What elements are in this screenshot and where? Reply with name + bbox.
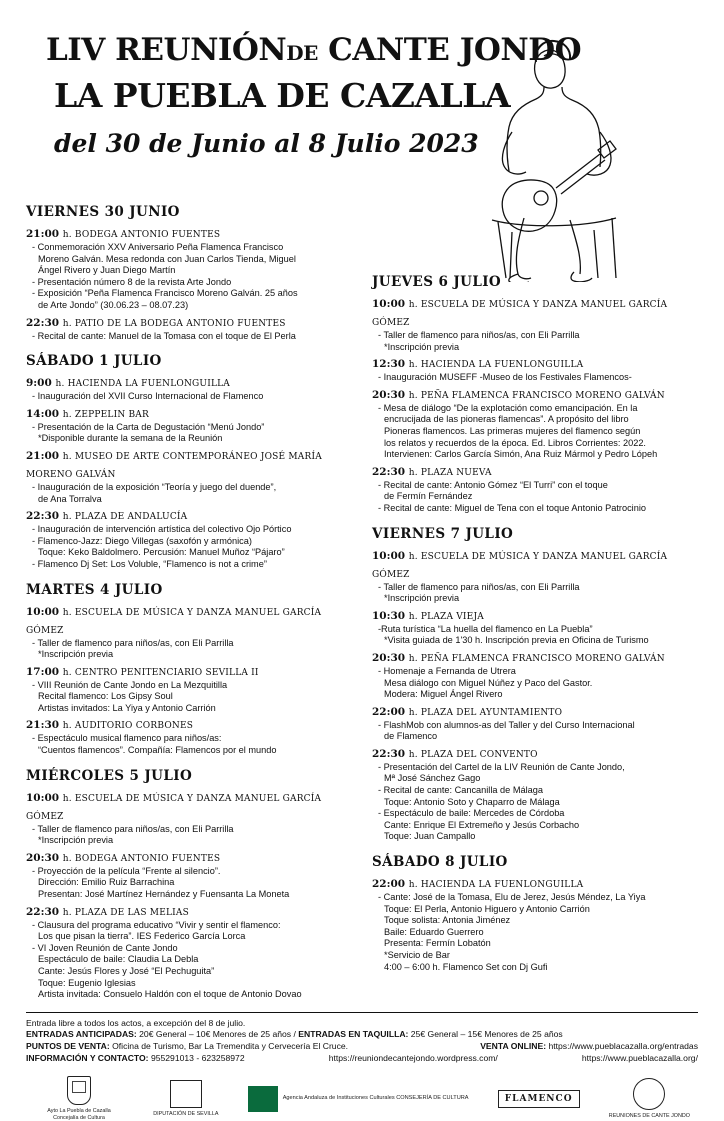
day-heading: VIERNES 7 JULIO [372, 525, 514, 542]
slot-header [26, 506, 346, 524]
slot-line: Dirección: Emilio Ruiz Barrachina [38, 877, 175, 888]
slot-header [372, 648, 692, 666]
slot-line: - Presentación de la Carta de Degustación “Menú Jondo” [32, 421, 265, 432]
slot-line: - Proyección de la película “Frente al silencio”. [32, 865, 221, 876]
slot-line: - Exposición “Peña Flamenca Francisco Moreno Galván. 25 años [32, 288, 298, 299]
schedule-slot [26, 446, 346, 505]
slot-line: - Taller de flamenco para niños/as, con Eli Parrilla [32, 637, 234, 648]
slot-line: Espectáculo de baile: Claudia La Debla [38, 954, 199, 965]
schedule-left-column [26, 204, 346, 1002]
slot-header [26, 404, 346, 422]
slot-time: 22:00 [372, 878, 409, 891]
slot-line: encrucijada de las pioneras flamencas”. A propósito del libro [384, 414, 629, 425]
slot-header [372, 744, 692, 762]
slot-header [372, 874, 692, 892]
slot-header [372, 385, 692, 403]
slot-line: de Arte Jondo” (30.06.23 – 08.07.23) [38, 299, 189, 310]
slot-time: 22:00 [372, 705, 409, 718]
slot-line: Intervienen: Carlos García Simón, Ana Ruiz Mármol y Pedro Lópeh [384, 449, 658, 460]
slot-time: 21:30 [26, 719, 63, 732]
slot-time: 10:30 [372, 609, 409, 622]
slot-time: 22:30 [372, 465, 409, 478]
slot-line: *Inscripción previa [384, 593, 460, 604]
slot-line: “Cuentos flamencos”. Compañía: Flamencos por el mundo [38, 745, 277, 756]
contact-label: INFORMACIÓN Y CONTACTO: [26, 1052, 149, 1063]
guitarist-illustration [452, 32, 662, 282]
slot-venue: h. ZEPPELIN BAR [62, 409, 149, 420]
schedule-slot [372, 874, 692, 973]
schedule-slot [372, 462, 692, 515]
schedule-right-column [372, 204, 692, 1002]
slot-line: los relatos y recuerdos de la época. Ed. Libros Corrientes: 2022. [384, 437, 646, 448]
slot-venue: h. HACIENDA LA FUENLONGUILLA [408, 880, 584, 891]
slot-time: 21:00 [26, 449, 63, 462]
schedule-slot [372, 606, 692, 647]
slot-line: - Flamenco-Jazz: Diego Villegas (saxofón y armónica) [32, 535, 252, 546]
slot-venue: h. PLAZA VIEJA [408, 611, 484, 622]
slot-time: 21:00 [26, 228, 63, 240]
slot-header [26, 662, 346, 680]
flamenco-wordmark-icon: FLAMENCO [498, 1090, 580, 1108]
schedule-slot [26, 848, 346, 901]
slot-line: - Homenaje a Fernanda de Utrera [378, 665, 516, 676]
logo-strip [26, 1076, 698, 1121]
slot-line: Baile: Eduardo Guerrero [384, 926, 484, 937]
slot-line: - Clausura del programa educativo “Vivir y sentir el flamenco: [32, 919, 281, 930]
slot-time: 14:00 [26, 407, 63, 420]
slot-venue: h. ESCUELA DE MÚSICA Y DANZA MANUEL GARCÍA GÓMEZ [372, 551, 668, 580]
slot-venue: h. ESCUELA DE MÚSICA Y DANZA MANUEL GARCÍA GÓMEZ [26, 607, 322, 636]
slot-venue: h. BODEGA ANTONIO FUENTES [62, 230, 221, 240]
slot-line: Mesa diálogo con Miguel Núñez y Paco del Gastor. [384, 677, 593, 688]
slot-venue: h. HACIENDA LA FUENLONGUILLA [55, 379, 231, 390]
slot-header [26, 602, 346, 638]
slot-header [26, 313, 346, 331]
slot-line: Los que pisan la tierra”. IES Federico García Lorca [38, 931, 246, 942]
slot-line: Cante: Enrique El Extremeño y Jesús Corbacho [384, 819, 580, 830]
slot-line: Artistas invitados: La Yiya y Antonio Carrión [38, 702, 216, 713]
slot-time: 12:30 [372, 358, 409, 371]
slot-line: *Servicio de Bar [384, 950, 450, 960]
sale-points-label: PUNTOS DE VENTA: [26, 1040, 110, 1051]
advance-tickets-label: ENTRADAS ANTICIPADAS: [26, 1029, 137, 1040]
free-entry-note: Entrada libre a todos los actos, a excepción del 8 de julio. [26, 1017, 246, 1028]
slot-venue: h. ESCUELA DE MÚSICA Y DANZA MANUEL GARCÍA GÓMEZ [26, 793, 322, 822]
slot-line: - Conmemoración XXV Aniversario Peña Flamenca Francisco [32, 242, 284, 252]
slot-line: Toque: Keko Baldolmero. Percusión: Manuel Muñoz “Pájaro” [38, 547, 285, 558]
slot-line: Pioneras flamencos. Las primeras mujeres del flamenco según [384, 425, 641, 436]
schedule-slot [26, 506, 346, 570]
title-rest: CANTE JONDO [328, 32, 582, 68]
schedule-slot [26, 902, 346, 1001]
slot-line: - FlashMob con alumnos-as del Taller y del Curso Internacional [378, 719, 635, 730]
schedule-slot [26, 404, 346, 445]
slot-line: - Recital de cante: Miguel de Tena con el toque Antonio Patrocinio [378, 502, 646, 513]
slot-line: - Espectáculo musical flamenco para niños/as: [32, 733, 222, 744]
slot-header [26, 224, 346, 242]
slot-venue: h. MUSEO DE ARTE CONTEMPORÁNEO JOSÉ MARÍA MORENO GALVÁN [26, 451, 322, 480]
slot-line: Moreno Galván. Mesa redonda con Juan Carlos Tienda, Miguel [38, 253, 296, 264]
schedule-slot [26, 224, 346, 312]
title-dates: del 30 de Junio al 8 Julio 2023 [54, 129, 479, 158]
slot-time: 9:00 [26, 377, 56, 390]
slot-time: 22:30 [26, 316, 63, 329]
slot-line: - Recital de cante: Manuel de la Tomasa con el toque de El Perla [32, 330, 296, 341]
title-main: LIV REUNIÓN [46, 32, 287, 68]
slot-venue: h. BODEGA ANTONIO FUENTES [62, 853, 221, 864]
footer-info [26, 1018, 698, 1064]
slot-venue: h. CENTRO PENITENCIARIO SEVILLA II [62, 667, 259, 678]
slot-venue: h. PLAZA DEL CONVENTO [408, 749, 538, 760]
sale-points-value: Oficina de Turismo, Bar La Tremendita y Cervecería El Cruce. [112, 1040, 349, 1051]
slot-line: *Visita guiada de 1'30 h. Inscripción previa en Oficina de Turismo [384, 635, 649, 646]
day-heading: JUEVES 6 JULIO [372, 274, 502, 290]
title-de: DE [286, 41, 318, 65]
slot-line: - Cante: José de la Tomasa, Elu de Jerez, Jesús Méndez, La Yiya [378, 892, 646, 903]
slot-header [26, 902, 346, 920]
slot-line: - Inauguración MUSEFF -Museo de los Festivales Flamencos- [378, 372, 632, 383]
slot-line: Presentan: José Martínez Hernández y Fuensanta La Moneta [38, 889, 290, 900]
slot-line: - Recital de cante: Antonio Gómez “El Turri” con el toque [378, 479, 608, 490]
day-heading: VIERNES 30 JUNIO [26, 204, 180, 220]
slot-venue: h. PLAZA NUEVA [408, 467, 492, 478]
slot-header [26, 788, 346, 824]
slot-line: - Taller de flamenco para niños/as, con Eli Parrilla [378, 330, 580, 340]
slot-line: -Ruta turística “La huella del flamenco en La Puebla” [378, 623, 593, 634]
slot-time: 20:30 [372, 388, 409, 401]
slot-header [372, 294, 692, 330]
schedule-columns [26, 204, 698, 1002]
box-office-value: 25€ General – 15€ Menores de 25 años [410, 1029, 563, 1040]
slot-header [372, 546, 692, 582]
slot-header [372, 702, 692, 720]
slot-line: - Presentación número 8 de la revista Arte Jondo [32, 276, 232, 287]
square-emblem-icon [170, 1080, 202, 1108]
slot-line: - Inauguración de la exposición “Teoría y juego del duende”, [32, 481, 277, 492]
schedule-slot [372, 702, 692, 743]
slot-time: 17:00 [26, 665, 63, 678]
slot-line: - Taller de flamenco para niños/as, con Eli Parrilla [32, 823, 234, 834]
slot-line: Toque: Eugenio Iglesias [38, 977, 136, 988]
slot-line: - Inauguración de intervención artística del colectivo Ojo Pórtico [32, 524, 292, 535]
logo-reuniones-cante-jondo [609, 1078, 690, 1119]
slot-line: Artista invitada: Consuelo Haldón con el toque de Antonio Dovao [38, 989, 302, 1000]
slot-time: 10:00 [372, 298, 409, 310]
slot-venue: h. PEÑA FLAMENCA FRANCISCO MORENO GALVÁN [408, 653, 665, 664]
slot-venue: h. PLAZA DEL AYUNTAMIENTO [408, 707, 563, 718]
slot-line: Recital flamenco: Los Gipsy Soul [38, 691, 173, 702]
slot-line: Mª José Sánchez Gago [384, 773, 481, 784]
slot-line: de Fermín Fernández [384, 491, 473, 502]
slot-header [26, 715, 346, 733]
day-heading: SÁBADO 1 JULIO [26, 353, 162, 370]
slot-venue: h. HACIENDA LA FUENLONGUILLA [408, 360, 584, 371]
slot-venue: h. PATIO DE LA BODEGA ANTONIO FUENTES [62, 318, 286, 329]
logo-flamenco [498, 1090, 580, 1108]
slot-line: Toque: El Perla, Antonio Higuero y Antonio Carrión [384, 903, 590, 914]
day-heading: SÁBADO 8 JULIO [372, 854, 508, 871]
slot-venue: h. AUDITORIO CORBONES [62, 721, 194, 732]
slot-time: 20:30 [372, 651, 409, 664]
slot-venue: h. PLAZA DE ANDALUCÍA [62, 512, 188, 523]
slot-line: 4:00 – 6:00 h. Flamenco Set con Dj Gufi [384, 961, 548, 972]
slot-line: - Flamenco Dj Set: Los Voluble, “Flamenco is not a crime” [32, 558, 267, 569]
slot-header [372, 354, 692, 372]
logo-diputacion-sevilla [153, 1080, 218, 1117]
schedule-slot [372, 744, 692, 843]
slot-venue: h. PEÑA FLAMENCA FRANCISCO MORENO GALVÁN [408, 390, 665, 401]
schedule-slot [372, 648, 692, 701]
shield-icon [67, 1076, 91, 1105]
web-link[interactable]: https://www.pueblacazalla.org/ [581, 1052, 698, 1063]
junta-mark-icon [248, 1086, 469, 1112]
slot-venue: h. ESCUELA DE MÚSICA Y DANZA MANUEL GARCÍA GÓMEZ [372, 300, 668, 328]
slot-line: *Disponible durante la semana de la Reunión [38, 433, 223, 444]
day-heading: MARTES 4 JULIO [26, 581, 163, 598]
schedule-slot [26, 373, 346, 403]
slot-line: de Ana Torralva [38, 493, 102, 504]
schedule-slot [372, 385, 692, 461]
schedule-slot [372, 294, 692, 353]
schedule-slot [26, 313, 346, 343]
slot-line: - VI Joven Reunión de Cante Jondo [32, 942, 178, 953]
slot-line: - Recital de cante: Cancanilla de Málaga [378, 785, 543, 796]
slot-time: 10:00 [372, 549, 409, 562]
slot-line: - Inauguración del XVII Curso Internacional de Flamenco [32, 391, 264, 402]
slot-line: *Inscripción previa [384, 341, 460, 352]
schedule-slot [26, 715, 346, 756]
title-town: LA PUEBLA DE CAZALLA [54, 76, 511, 115]
slot-time: 22:30 [26, 510, 63, 523]
online-sale-link[interactable]: https://www.pueblacazalla.org/entradas [548, 1040, 698, 1051]
schedule-slot [26, 662, 346, 715]
slot-line: *Inscripción previa [38, 649, 114, 660]
slot-line: Ángel Rivero y Juan Diego Martín [38, 265, 176, 276]
slot-line: - Presentación del Cartel de la LIV Reunión de Cante Jondo, [378, 761, 625, 772]
slot-line: de Flamenco [384, 731, 438, 742]
slot-line: Modera: Miguel Ángel Rivero [384, 689, 503, 700]
slot-venue: h. PLAZA DE LAS MELIAS [62, 907, 189, 918]
slot-line: Cante: Jesús Flores y José “El Pechuguita” [38, 966, 215, 976]
slot-header [26, 373, 346, 391]
logo-caption: Agencia Andaluza de Instituciones Culturales CONSEJERÍA DE CULTURA [282, 1095, 469, 1102]
advance-tickets-value: 20€ General – 10€ Menores de 25 años / [139, 1029, 296, 1040]
slot-time: 22:30 [26, 905, 63, 918]
slot-line: Toque: Antonio Soto y Chaparro de Málaga [384, 796, 560, 807]
logo-junta-andalucia [248, 1086, 469, 1112]
slot-line: Presenta: Fermín Lobatón [384, 938, 491, 949]
slot-line: - Espectáculo de baile: Mercedes de Córdoba [378, 808, 565, 819]
slot-line: - Taller de flamenco para niños/as, con Eli Parrilla [378, 581, 580, 592]
circle-emblem-icon [633, 1078, 665, 1110]
poster-header [26, 32, 698, 200]
slot-line: - VIII Reunión de Cante Jondo en La Mezquitilla [32, 679, 228, 690]
slot-header [26, 848, 346, 866]
schedule-slot [26, 602, 346, 661]
slot-header [372, 462, 692, 480]
schedule-slot [372, 546, 692, 605]
schedule-slot [26, 788, 346, 847]
logo-caption: DIPUTACIÓN DE SEVILLA [153, 1110, 219, 1117]
contact-value: 955291013 - 623258972 [150, 1052, 245, 1063]
logo-ayuntamiento-puebla-cazalla [34, 1076, 124, 1121]
logo-caption: REUNIONES DE CANTE JONDO [608, 1112, 690, 1119]
day-heading: MIÉRCOLES 5 JULIO [26, 767, 193, 784]
slot-time: 10:00 [26, 605, 63, 618]
slot-line: Toque: Juan Campallo [384, 831, 476, 842]
slot-time: 10:00 [26, 791, 63, 804]
slot-header [372, 606, 692, 624]
slot-time: 22:30 [372, 747, 409, 760]
slot-line: *Inscripción previa [38, 835, 114, 846]
logo-caption: Ayto La Puebla de Cazalla Concejalía de Cultura [47, 1108, 111, 1121]
divider [26, 1012, 698, 1013]
slot-time: 20:30 [26, 851, 63, 864]
online-sale-label: VENTA ONLINE: [480, 1040, 547, 1051]
slot-line: Toque solista: Antonia Jiménez [384, 915, 511, 926]
box-office-label: ENTRADAS EN TAQUILLA: [298, 1029, 409, 1040]
blog-link[interactable]: https://reuniondecantejondo.wordpress.com/ [328, 1052, 498, 1063]
schedule-slot [372, 354, 692, 384]
slot-line: - Mesa de diálogo “De la explotación como emancipación. En la [378, 402, 638, 413]
slot-header [26, 446, 346, 482]
